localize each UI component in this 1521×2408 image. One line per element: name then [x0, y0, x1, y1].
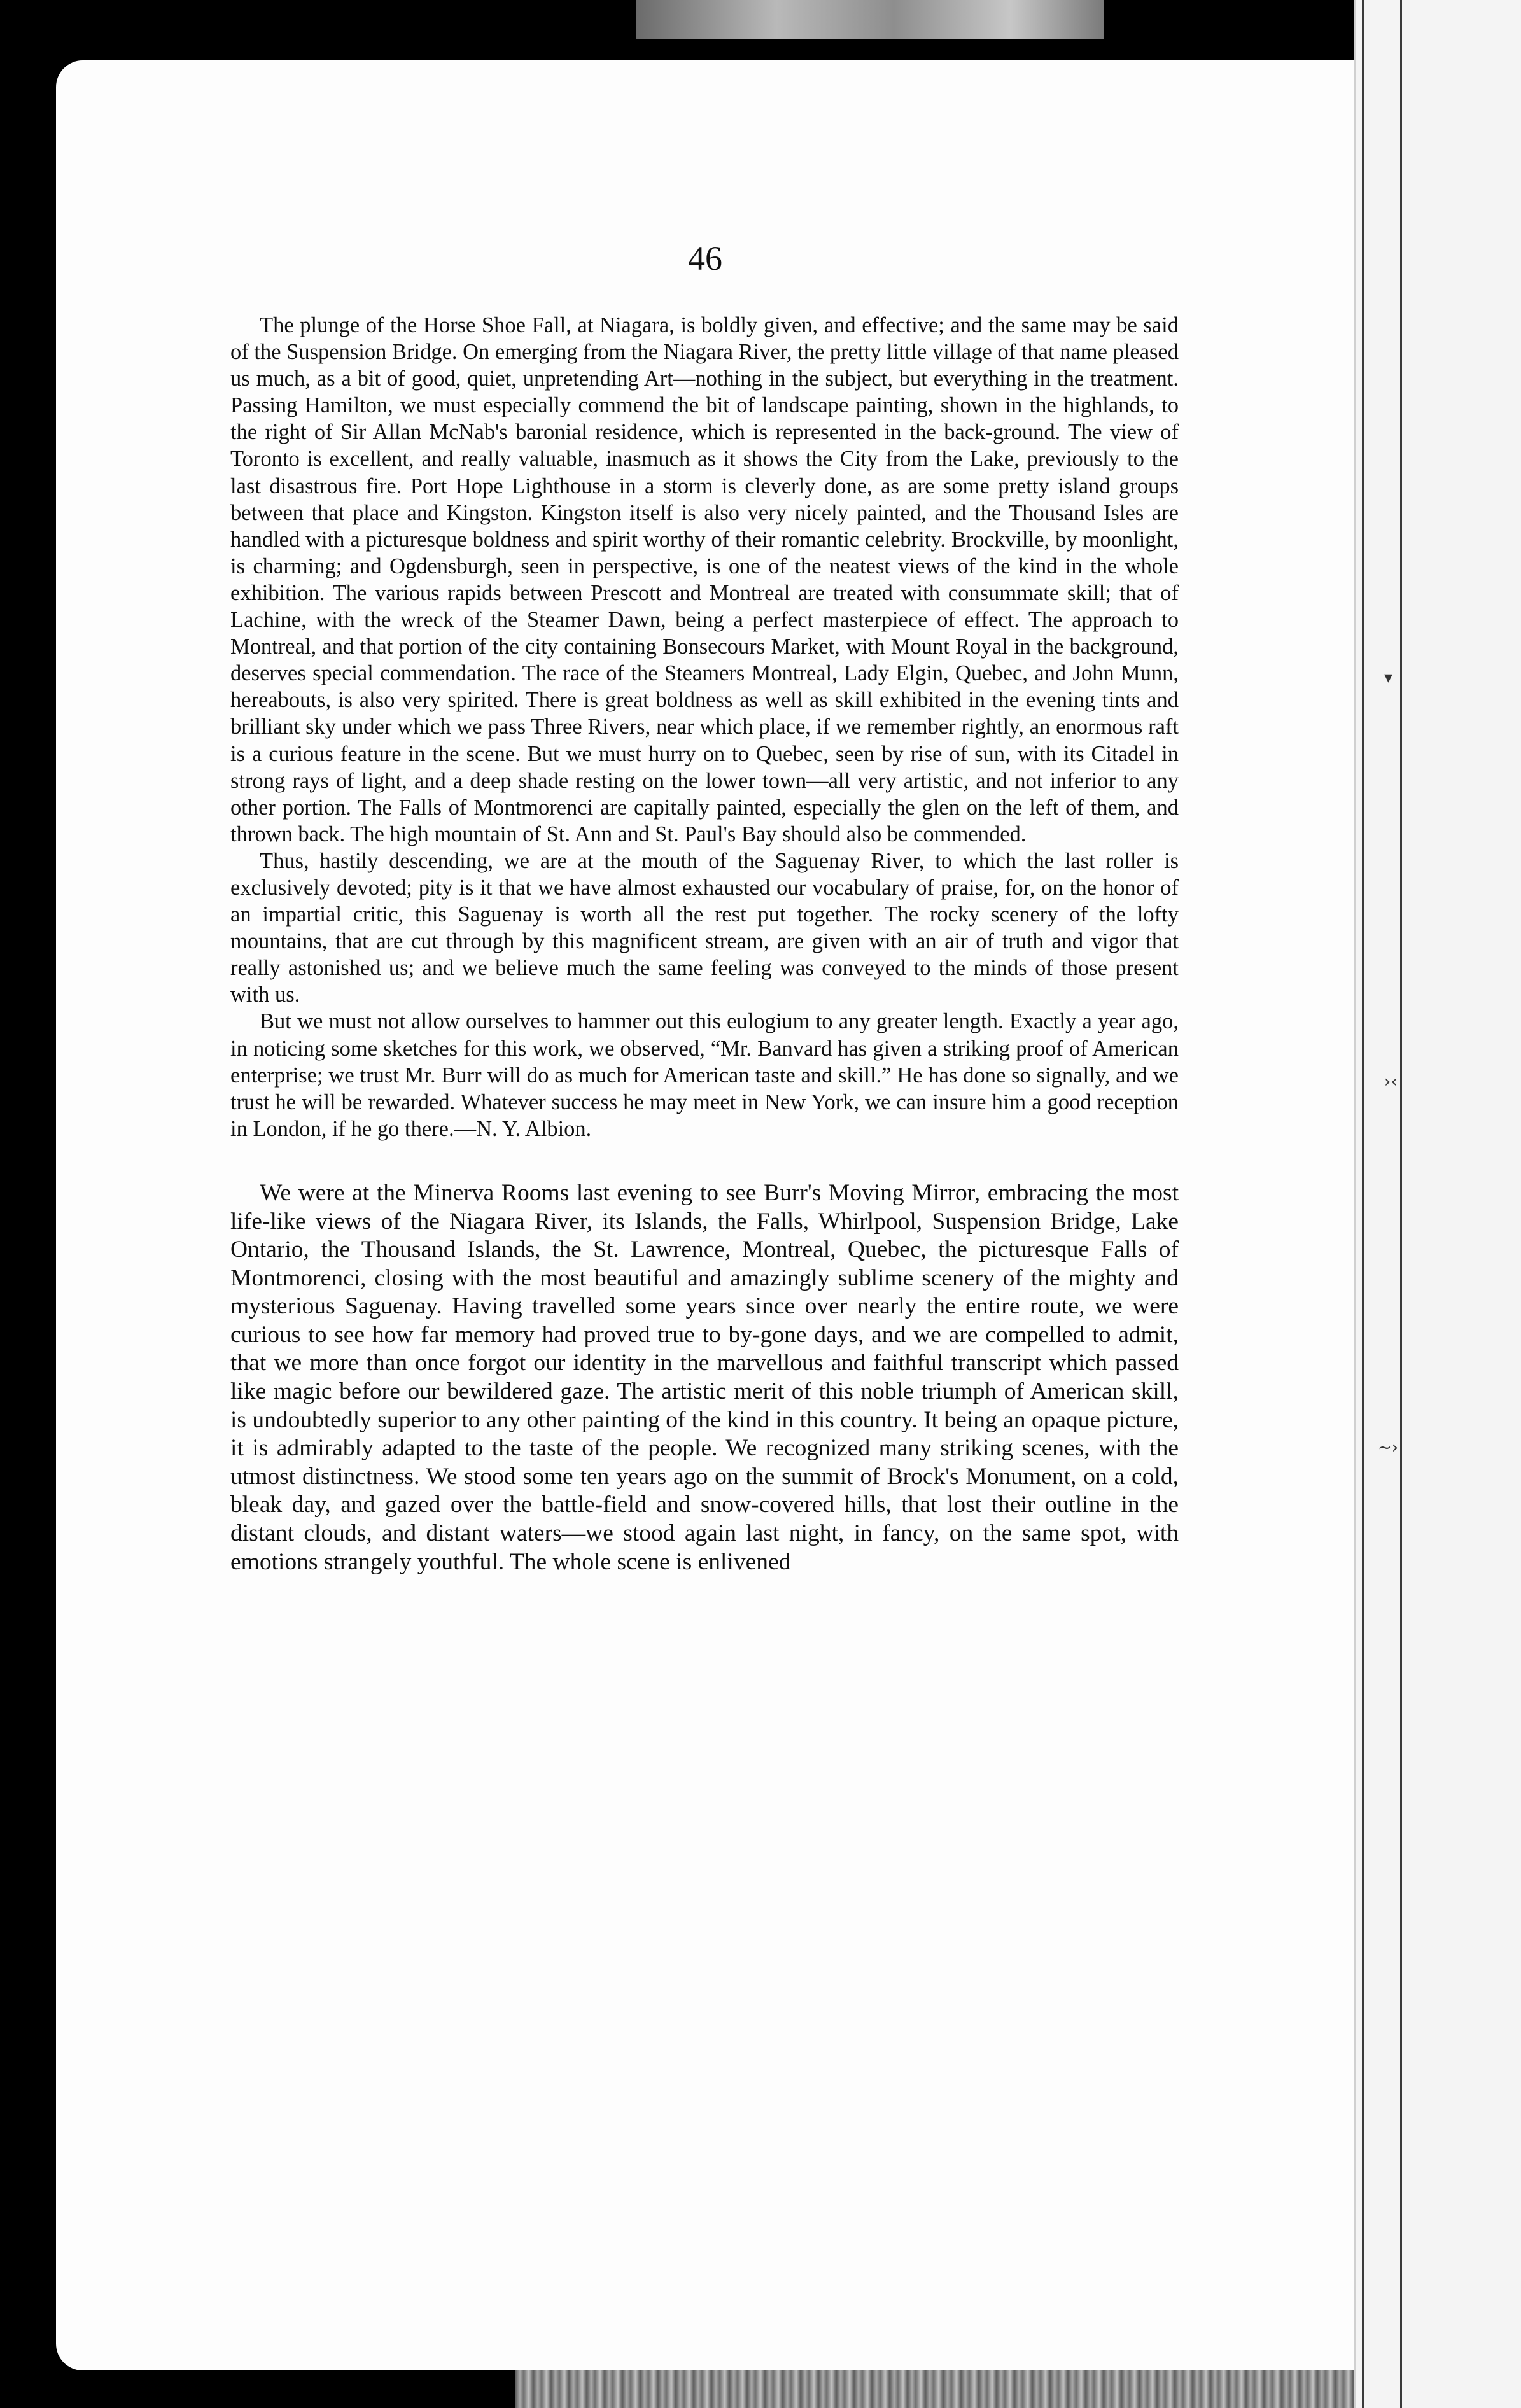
article-paragraph: But we must not allow ourselves to hammer out this eulogium to any greater length. Exactly a year ago, in noticing some sketches for this work, we observed, “Mr. Banvard has given a striking proof of American enterprise; we trust Mr. Burr will do as much for American taste and skill.” He has done so signally, and we trust he will be rewarded. Whatever success he may meet in New York, we can insure him a good reception in London, if he go there.—N. Y. Albion. [230, 1009, 1179, 1141]
review-article-minerva [230, 1179, 1179, 1576]
article-paragraph: Thus, hastily descending, we are at the mouth of the Saguenay River, to which the last roller is exclusively devoted; pity is it that we have almost exhausted our vocabulary of praise, for, on the honor of an impartial critic, this Saguenay is worth all the rest put together. The rocky scenery of the lofty mountains, that are cut through by this magnificent stream, are given with an air of truth and vigor that really astonished us; and we believe much the same feeling was conveyed to the minds of those present with us. [230, 848, 1179, 1007]
margin-mark: ~› [1378, 1438, 1399, 1457]
article-paragraph: The plunge of the Horse Shoe Fall, at Niagara, is boldly given, and effective; and the same may be said of the Suspension Bridge. On emerging from the Niagara River, the pretty little village of that name pleased us much, as a bit of good, quiet, unpretending Art—nothing in the subject, but everything in the treatment. Passing Hamilton, we must especially commend the bit of landscape painting, shown in the highlands, to the right of Sir Allan McNab's baronial residence, which is represented in the back-ground. The view of Toronto is excellent, and really valuable, inasmuch as it shows the City from the Lake, previously to the last disastrous fire. Port Hope Lighthouse in a storm is cleverly done, as are some pretty island groups between that place and Kingston. Kingston itself is also very nicely painted, and the Thousand Isles are handled with a picturesque boldness and spirit worthy of their romantic celebrity. Brockville, by moonlight, is charming; and Ogdensburgh, seen in perspective, is one of the neatest views of the kind in the whole exhibition. The various rapids between Prescott and Montreal are treated with consummate skill; that of Lachine, with the wreck of the Steamer Dawn, being a perfect masterpiece of effect. The approach to Montreal, and that portion of the city containing Bonsecours Market, with Mount Royal in the background, deserves special commendation. The race of the Steamers Montreal, Lady Elgin, Quebec, and John Munn, hereabouts, is also very spirited. There is great boldness as well as skill exhibited in the evening tints and brilliant sky under which we pass Three Rivers, near which place, if we remember rightly, an enormous raft is a curious feature in the scene. But we must hurry on to Quebec, seen by rise of sun, with its Citadel in strong rays of light, and a deep shade resting on the lower town—all very artistic, and not inferior to any other portion. The Falls of Montmorenci are capitally painted, especially the glen on the left of them, and thrown back. The high mountain of St. Ann and St. Paul's Bay should also be commended. [230, 313, 1179, 846]
review-article-albion [230, 312, 1179, 1142]
scan-border-top [636, 0, 1104, 39]
page-body [230, 312, 1179, 1576]
facing-page-edge [1354, 0, 1521, 2408]
margin-mark: ▾ [1384, 668, 1393, 687]
page-edge-line [1362, 0, 1364, 2408]
margin-mark: ›‹ [1384, 1072, 1398, 1091]
article-paragraph: We were at the Minerva Rooms last evening to see Burr's Moving Mirror, embracing the most life-like views of the Niagara River, its Islands, the Falls, Whirlpool, Suspension Bridge, Lake Ontario, the Thousand Islands, the St. Lawrence, Montreal, Quebec, the picturesque Falls of Montmorenci, closing with the most beautiful and amazingly sublime scenery of the mighty and mysterious Saguenay. Having travelled some years since over nearly the entire route, we were curious to see how far memory had proved true to by-gone days, and we are compelled to admit, that we more than once forgot our identity in the marvellous and faithful transcript which passed like magic before our bewildered gaze. The artistic merit of this noble triumph of American skill, is undoubtedly superior to any other painting of the kind in this country. It being an opaque picture, it is admirably adapted to the taste of the people. We recognized many striking scenes, with the utmost distinctness. We stood some ten years ago on the summit of Brock's Monument, on a cold, bleak day, and gazed over the battle-field and snow-covered hills, that lost their outline in the distant clouds, and distant waters—we stood again last night, in fancy, on the same spot, with emotions strangely youthful. The whole scene is enlivened [230, 1179, 1179, 1575]
page-number: 46 [688, 239, 722, 277]
page-edge-line [1400, 0, 1402, 2408]
